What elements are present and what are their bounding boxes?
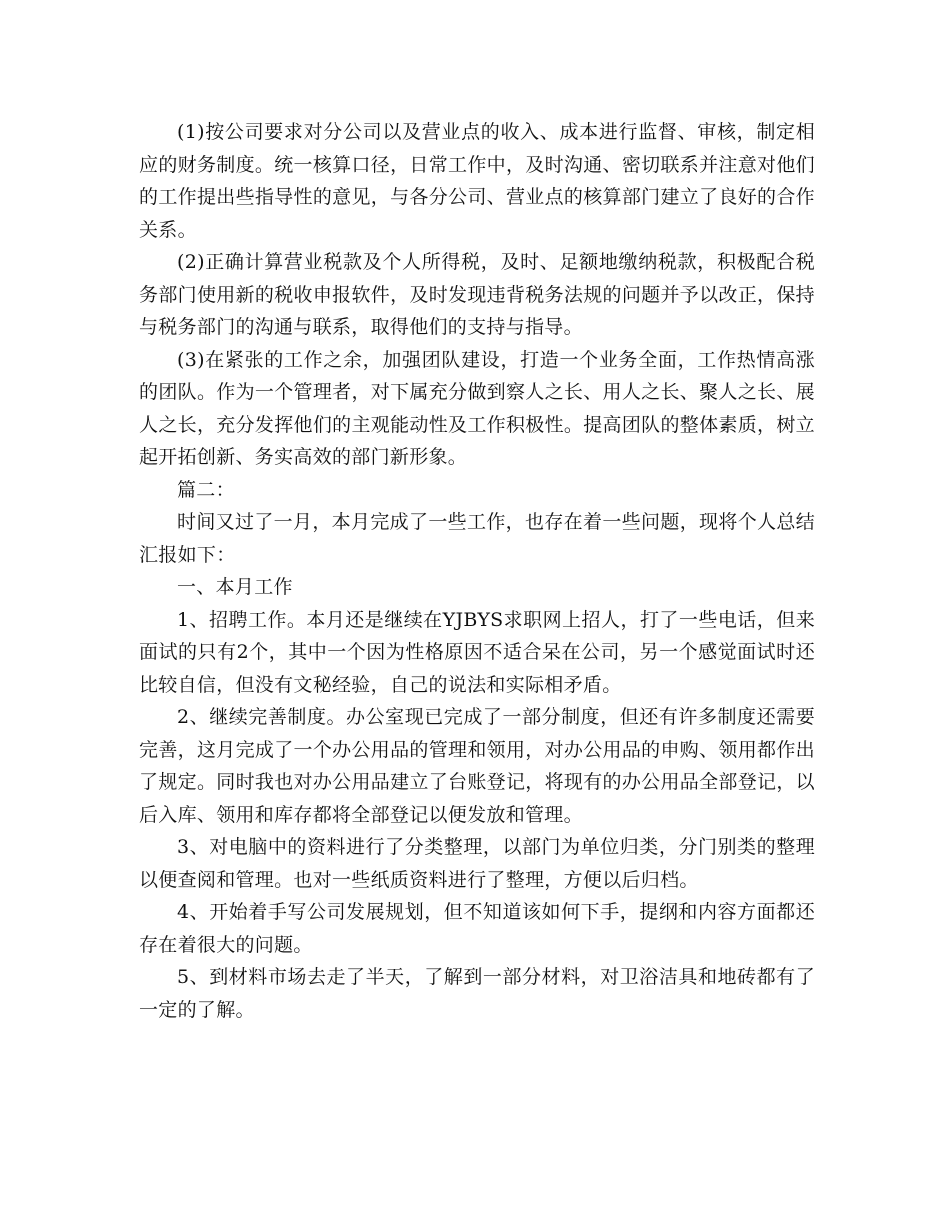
- list-item-file-organization: 3、对电脑中的资料进行了分类整理，以部门为单位归类，分门别类的整理以便查阅和管理。也对一些纸质资料进行了整理，方便以后归档。: [139, 836, 815, 891]
- paragraph-intro: 时间又过了一月，本月完成了一些工作，也存在着一些问题，现将个人总结汇报如下：: [139, 511, 815, 566]
- paragraph-1: (1)按公司要求对分公司以及营业点的收入、成本进行监督、审核，制定相应的财务制度。统一核算口径，日常工作中，及时沟通、密切联系并注意对他们的工作提出些指导性的意见，与各分公司、营业点的核算部门建立了良好的合作关系。: [139, 121, 815, 241]
- section-heading-part-two: 篇二：: [177, 478, 235, 501]
- list-item-development-plan: 4、开始着手写公司发展规划，但不知道该如何下手，提纲和内容方面都还存在着很大的问题。: [139, 901, 815, 956]
- paragraph-2: (2)正确计算营业税款及个人所得税，及时、足额地缴纳税款，积极配合税务部门使用新的税收申报软件，及时发现违背税务法规的问题并予以改正，保持与税务部门的沟通与联系，取得他们的支持与指导。: [139, 251, 815, 338]
- section-heading-monthly-work: 一、本月工作: [177, 576, 293, 598]
- paragraph-3: (3)在紧张的工作之余，加强团队建设，打造一个业务全面，工作热情高涨的团队。作为一个管理者，对下属充分做到察人之长、用人之长、聚人之长、展人之长，充分发挥他们的主观能动性及工作积极性。提高团队的整体素质，树立起开拓创新、务实高效的部门新形象。: [139, 348, 815, 468]
- list-item-policies: 2、继续完善制度。办公室现已完成了一部分制度，但还有许多制度还需要完善，这月完成了一个办公用品的管理和领用，对办公用品的申购、领用都作出了规定。同时我也对办公用品建立了台账登记，将现有的办公用品全部登记，以后入库、领用和库存都将全部登记以便发放和管理。: [139, 706, 815, 826]
- document-body: [139, 116, 815, 1026]
- list-item-materials-market: 5、到材料市场去走了半天，了解到一部分材料，对卫浴洁具和地砖都有了一定的了解。: [139, 966, 815, 1021]
- list-item-recruiting: 1、招聘工作。本月还是继续在YJBYS求职网上招人，打了一些电话，但来面试的只有2个，其中一个因为性格原因不适合呆在公司，另一个感觉面试时还比较自信，但没有文秘经验，自己的说法和实际相矛盾。: [139, 608, 815, 696]
